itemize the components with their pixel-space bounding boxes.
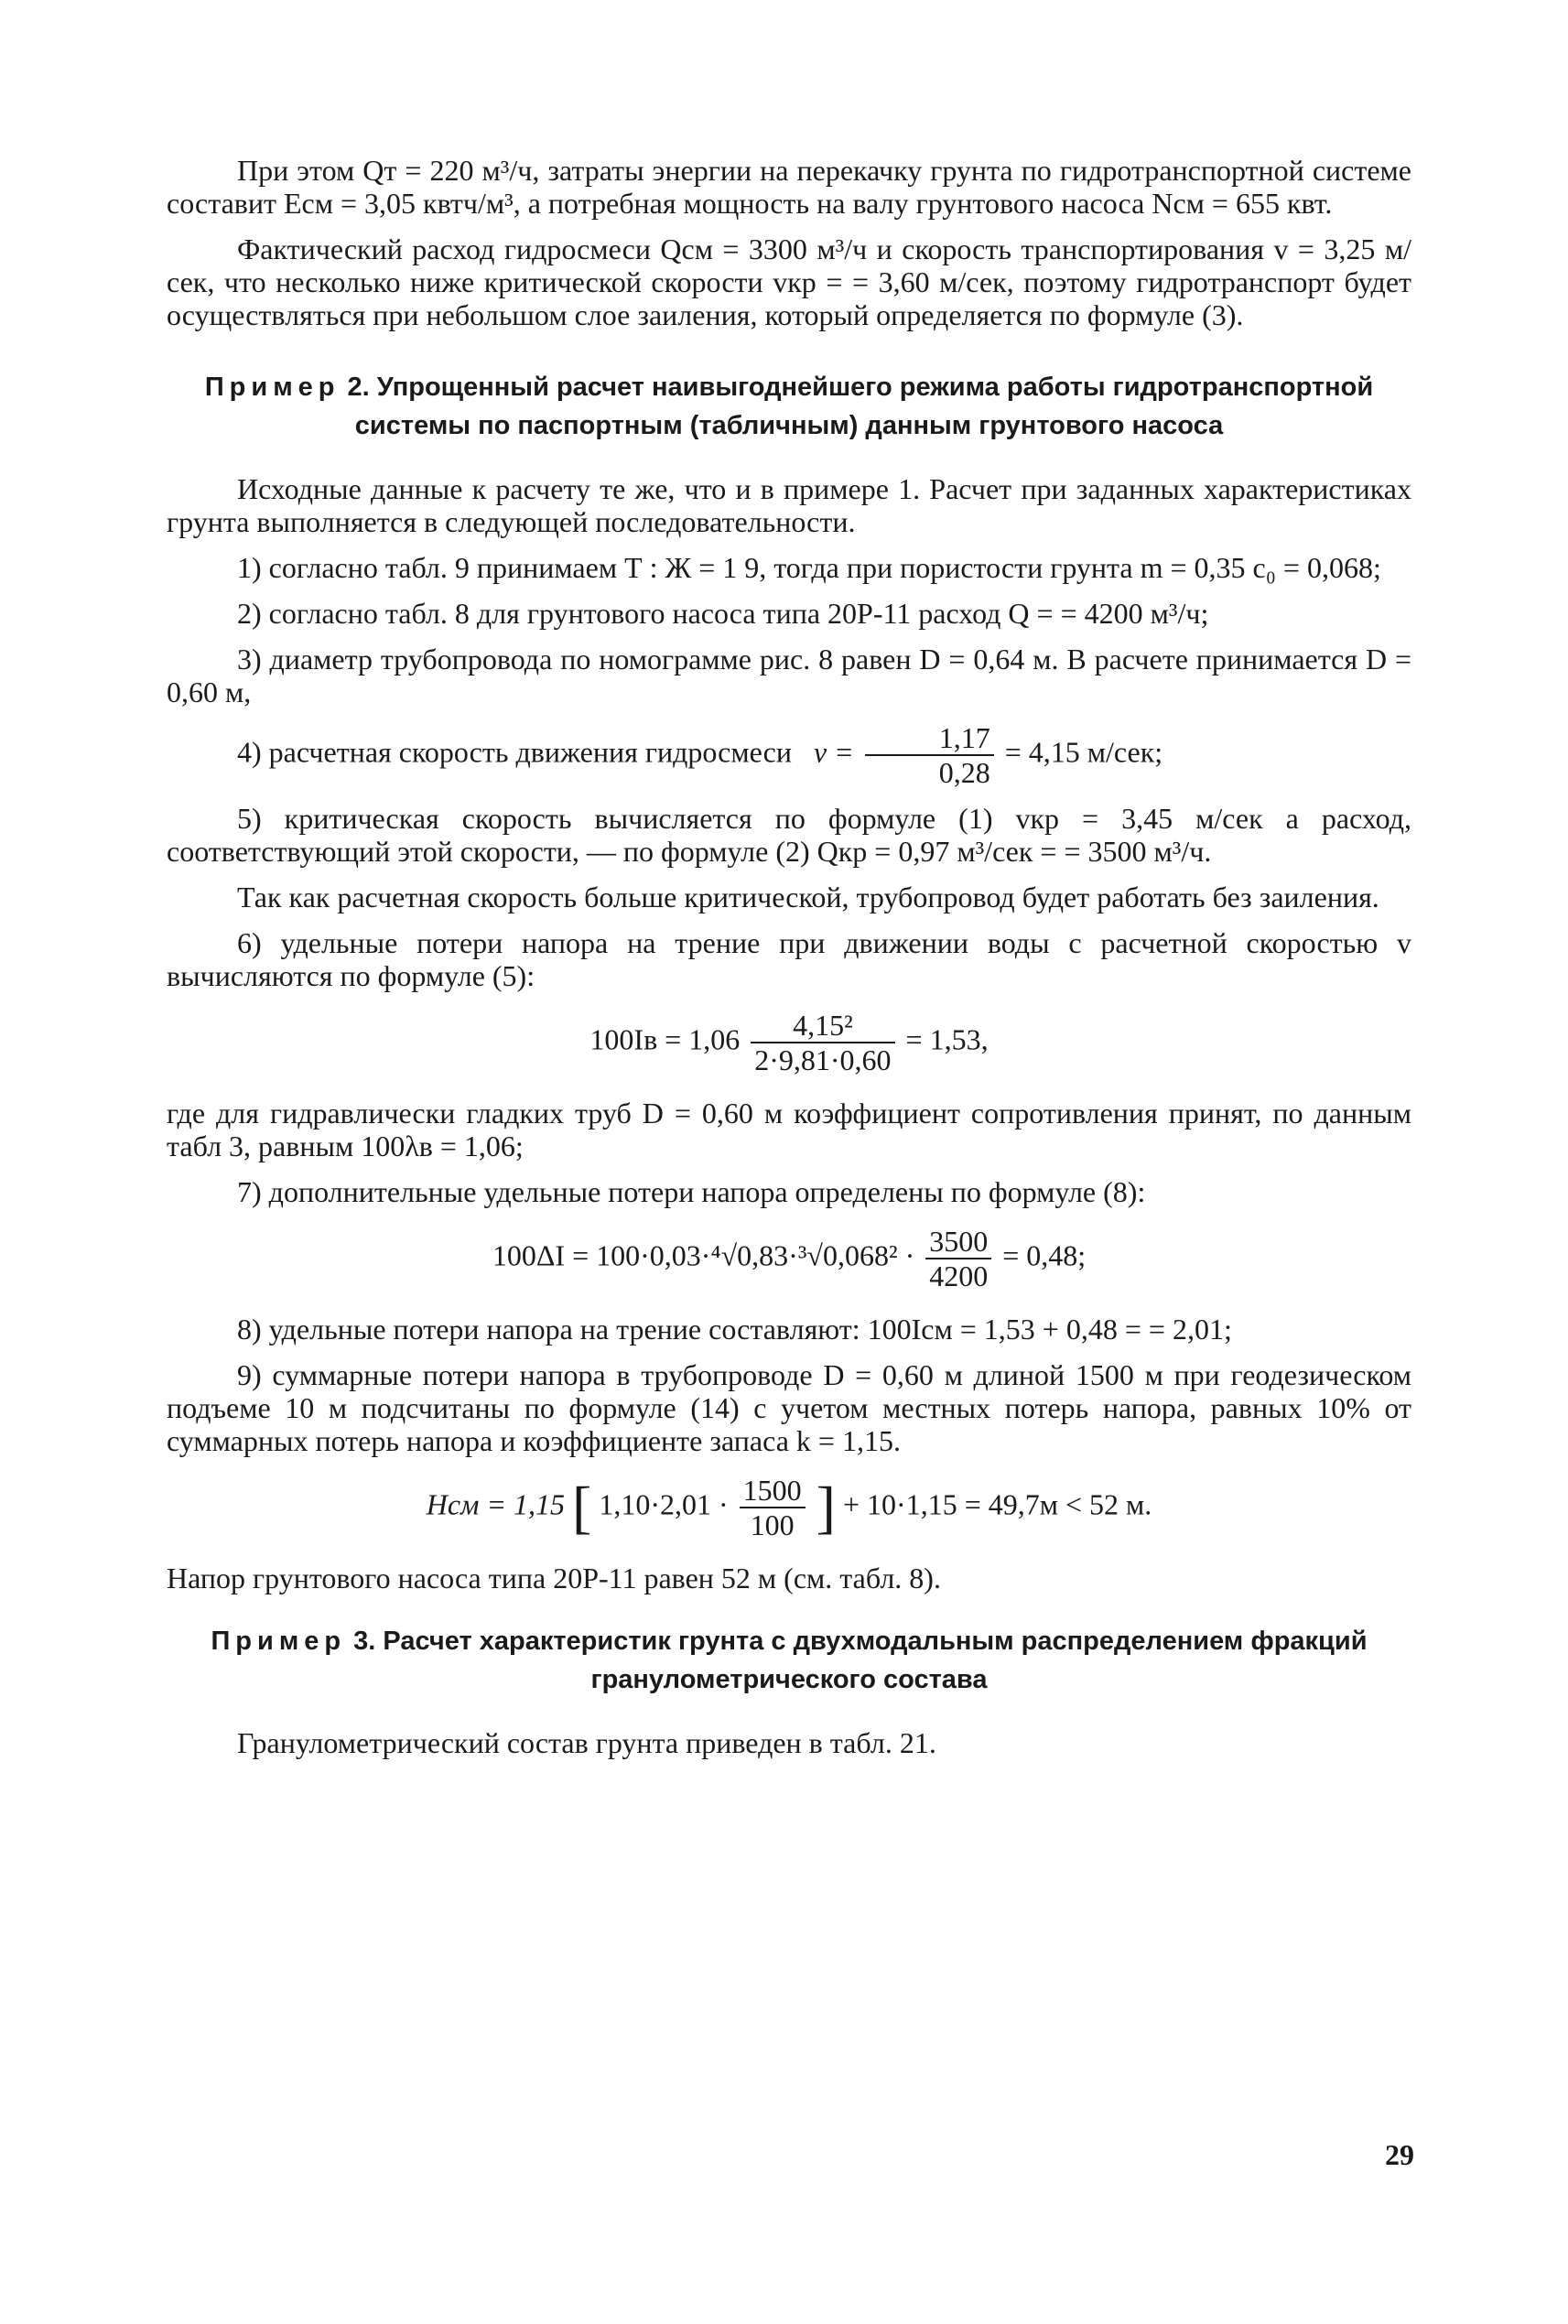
step-4-fraction — [865, 721, 994, 789]
formula-3-numerator: 1500 — [740, 1474, 806, 1508]
step-4 — [167, 721, 1411, 789]
step-4-numerator: 1,17 — [865, 721, 994, 756]
formula-1-numerator: 4,15² — [751, 1009, 894, 1043]
step-4-lhs: v = — [813, 735, 854, 769]
intro-paragraph-1: При этом Qт = 220 м³/ч, затраты энергии на перекачку грунта по гидротранспортной системе составит Eсм = 3,05 квтч/м³, а потребная мощность на валу грунтового насоса Nсм = 655 квт. — [167, 154, 1411, 220]
pump-head-statement: Напор грунтового насоса типа 20Р-11 равен 52 м (см. табл. 8). — [167, 1562, 941, 1594]
example-3-title: 3. Расчет характеристик грунта с двухмодальным распределением фракций гранулометрического состава — [346, 1627, 1368, 1694]
step-8: 8) удельные потери напора на трение составляют: 100Iсм = 1,53 + 0,48 = = 2,01; — [237, 1313, 1232, 1346]
right-bracket-icon: ] — [816, 1475, 836, 1540]
step-3: 3) диаметр трубопровода по номограмме рис. 8 равен D = 0,64 м. В расчете принимается D = 0,60 м, — [167, 643, 1411, 708]
step-2: 2) согласно табл. 8 для грунтового насоса типа 20Р-11 расход Q = = 4200 м³/ч; — [237, 597, 1209, 630]
formula-2-denominator: 4200 — [929, 1259, 989, 1292]
example-2-title: 2. Упрощенный расчет наивыгоднейшего режима работы гидротранспортной системы по паспортным (табличным) данным грунтового насоса — [340, 373, 1374, 440]
formula-2-rhs: = 0,48; — [1002, 1238, 1087, 1272]
left-bracket-icon: [ — [572, 1475, 592, 1540]
formula-2-fraction — [925, 1225, 991, 1292]
formula-total-head — [167, 1474, 1411, 1541]
formula-1-denominator: 2·9,81·0,60 — [754, 1043, 892, 1076]
step-4-text: 4) расчетная скорость движения гидросмеси — [237, 735, 792, 769]
example-3-heading — [185, 1622, 1393, 1699]
step-1: 1) согласно табл. 9 принимаем Т : Ж = 1 9, тогда при пористости грунта m = 0,35 c₀ = 0,068; — [237, 551, 1381, 584]
formula-3-lhs: Hсм = 1,15 — [426, 1487, 566, 1521]
example-3-text: Гранулометрический состав грунта приведен в табл. 21. — [237, 1726, 936, 1759]
formula-2-numerator: 3500 — [925, 1225, 991, 1259]
friction-coefficient-note: где для гидравлически гладких труб D = 0,60 м коэффициент сопротивления принят, по данным табл 3, равным 100λв = 1,06; — [167, 1097, 1411, 1162]
step-9: 9) суммарные потери напора в трубопроводе D = 0,60 м длиной 1500 м при геодезическом подъеме 10 м подсчитаны по формуле (14) с учетом местных потерь напора, равных 10% от суммарных потерь напора и коэффициенте запаса k = 1,15. — [167, 1358, 1411, 1457]
formula-3-inner: 1,10·2,01 · — [599, 1487, 729, 1521]
step-6: 6) удельные потери напора на трение при движении воды с расчетной скоростью v вычисляются по формуле (5): — [167, 926, 1411, 992]
formula-friction-loss — [167, 1009, 1411, 1076]
formula-3-rhs: + 10·1,15 = 49,7м < 52 м. — [842, 1487, 1152, 1521]
formula-2-lhs: 100ΔI = 100·0,03·⁴√0,83·³√0,068² · — [492, 1238, 915, 1272]
example-2-intro: Исходные данные к расчету те же, что и в примере 1. Расчет при заданных характеристиках грунта выполняется в следующей последовательности. — [167, 472, 1411, 538]
example-3-label: Пример — [211, 1627, 347, 1656]
intro-paragraph-2: Фактический расход гидросмеси Qсм = 3300 м³/ч и скорость транспортирования v = 3,25 м/сек, что несколько ниже критической скорости vкр = = 3,60 м/сек, поэтому гидротранспорт будет осуществляться при небольшом слое заиления, который определяется по формуле (3). — [167, 232, 1411, 331]
document-page — [167, 154, 1411, 1772]
example-2-heading — [185, 368, 1393, 445]
step-5: 5) критическая скорость вычисляется по формуле (1) vкр = 3,45 м/сек а расход, соответствующий этой скорости, — по формуле (2) Qкр = 0,97 м³/сек = = 3500 м³/ч. — [167, 802, 1411, 868]
example-2-conclusion: Так как расчетная скорость больше критической, трубопровод будет работать без заиления. — [237, 881, 1379, 913]
step-4-denominator: 0,28 — [938, 756, 990, 789]
step-7: 7) дополнительные удельные потери напора определены по формуле (8): — [237, 1175, 1146, 1208]
page-number: 29 — [1385, 2138, 1414, 2171]
formula-additional-loss — [167, 1225, 1411, 1292]
step-4-rhs: = 4,15 м/сек; — [1004, 735, 1163, 769]
formula-1-fraction — [751, 1009, 894, 1076]
formula-3-denominator: 100 — [750, 1508, 795, 1541]
formula-3-fraction — [740, 1474, 806, 1541]
formula-1-lhs: 100Iв = 1,06 — [589, 1022, 741, 1056]
example-2-label: Пример — [204, 373, 341, 402]
formula-1-rhs: = 1,53, — [905, 1022, 989, 1056]
